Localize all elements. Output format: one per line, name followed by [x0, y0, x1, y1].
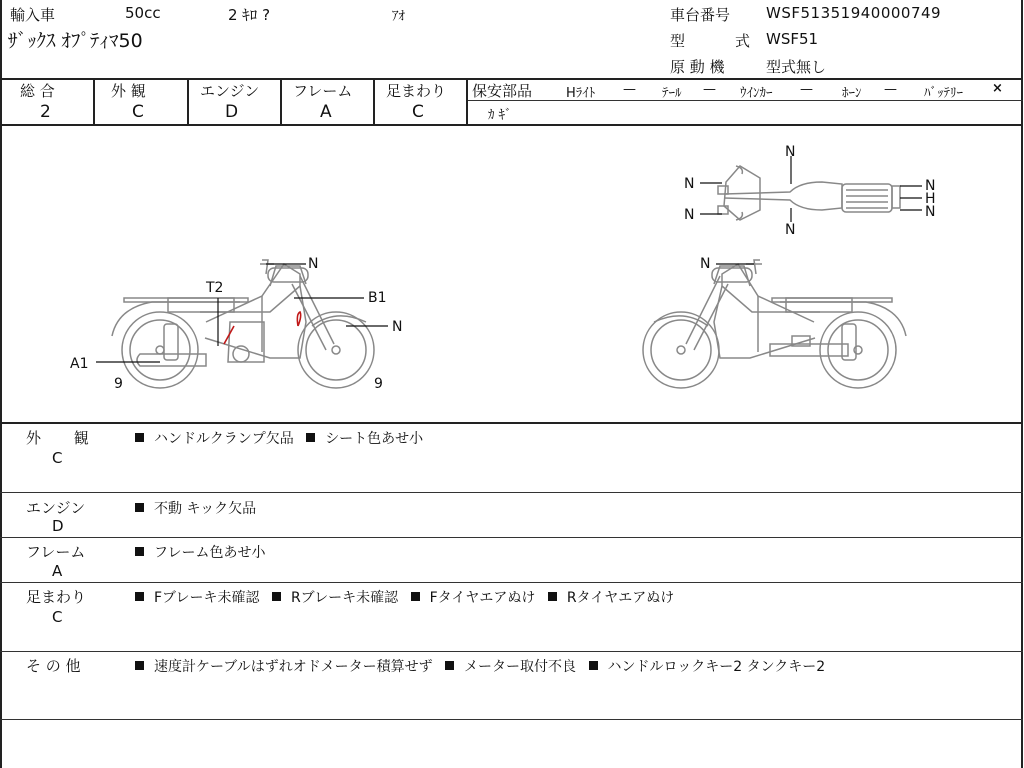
label-n-top-bottom: N [785, 222, 796, 238]
remark-item: Fタイヤエアぬけ [429, 590, 536, 606]
grade-engine-value: D [225, 102, 239, 122]
remark-item: ハンドルクランプ欠品 [154, 431, 294, 447]
remark-exterior-category: 外 観 [26, 429, 103, 447]
remark-exterior-grade: C [52, 449, 63, 467]
label-n-top-top: N [785, 144, 796, 160]
label-a1: A1 [70, 356, 89, 372]
bullet-icon [306, 433, 315, 442]
remark-frame-category: フレーム [26, 543, 86, 561]
safety-tail-label: ﾃｰﾙ [662, 86, 682, 101]
model-label-b: 式 [735, 32, 751, 50]
remark-suspension-items [135, 587, 682, 607]
grade-engine-label: エンジン [200, 82, 260, 100]
scooter-diagram [0, 126, 1022, 422]
model-label-a: 型 [670, 32, 686, 50]
grade-total-value: 2 [40, 102, 51, 122]
remark-item: Rブレーキ未確認 [290, 590, 399, 606]
label-n-top-left2: N [684, 207, 695, 223]
remarks-line-4 [0, 651, 1023, 652]
label-n-left-right: N [392, 319, 403, 335]
bullet-icon [135, 547, 144, 556]
remark-item: 速度計ケーブルはずれオドメーター積算せず [154, 659, 433, 675]
engine-label: 原 動 機 [670, 58, 725, 76]
label-n-top-r1: N [925, 178, 936, 194]
grade-total-label: 総 合 [20, 82, 55, 100]
remark-frame-grade: A [52, 562, 63, 580]
remark-item: Rタイヤエアぬけ [566, 590, 675, 606]
remark-other-category: そ の 他 [26, 657, 81, 675]
remark-item: 不動 キック欠品 [154, 501, 257, 517]
safety-winker-label: ｳｲﾝｶｰ [740, 86, 773, 101]
safety-battery-label: ﾊﾞｯﾃﾘｰ [924, 86, 963, 101]
label-b1: B1 [368, 290, 387, 306]
bullet-icon [272, 592, 281, 601]
remark-item: フレーム色あせ小 [154, 545, 266, 561]
safety-horn-value: — [884, 82, 897, 97]
bullet-icon [135, 661, 144, 670]
red-dent-mark [297, 312, 300, 326]
bullet-icon [135, 503, 144, 512]
bullet-icon [135, 592, 144, 601]
label-nine-left: 9 [114, 376, 123, 392]
remarks-line-3 [0, 582, 1023, 583]
frame-no-label: 車台番号 [670, 6, 731, 24]
remark-engine-category: エンジン [26, 499, 86, 517]
label-n-top-r2: N [925, 204, 936, 220]
grade-suspension-value: C [412, 102, 424, 122]
top-view [718, 166, 900, 220]
safety-key: ｶ ｷﾞ [488, 108, 512, 123]
remark-engine-items [135, 498, 264, 518]
grade-exterior-value: C [132, 102, 144, 122]
grade-suspension-label: 足まわり [386, 82, 447, 100]
grade-div-3 [280, 78, 282, 125]
remark-frame-items [135, 542, 273, 562]
label-t2: T2 [206, 280, 224, 296]
bullet-icon [589, 661, 598, 670]
frame-no: WSF51351940000749 [766, 4, 942, 22]
remark-suspension-grade: C [52, 608, 63, 626]
model-name: ｻﾞｯｸｽ ｵﾌﾟﾃｨﾏ50 [8, 30, 143, 52]
remark-item: シート色あせ小 [325, 431, 424, 447]
remark-item: メーター取付不良 [464, 659, 577, 675]
engine-value: 型式無し [766, 58, 827, 76]
grade-div-1 [93, 78, 95, 125]
remark-engine-grade: D [52, 517, 64, 535]
remark-item: ハンドルロックキー2 タンクキー2 [607, 659, 826, 675]
safety-headlight-value: — [623, 82, 636, 97]
grade-frame-label: フレーム [293, 82, 353, 100]
stroke: 2 ｷﾛ ? [228, 6, 271, 24]
grade-frame-value: A [320, 102, 332, 122]
left-side-view [112, 260, 374, 388]
label-nine-right: 9 [374, 376, 383, 392]
bullet-icon [548, 592, 557, 601]
safety-headlight-label: Hﾗｲﾄ [566, 86, 596, 101]
remarks-line-2 [0, 537, 1023, 538]
safety-title: 保安部品 [472, 82, 533, 100]
remarks-top-line [0, 422, 1023, 424]
bullet-icon [445, 661, 454, 670]
displacement: 50cc [125, 4, 161, 22]
right-side-view [643, 260, 906, 388]
label-n-right-top: N [700, 256, 711, 272]
grade-div-2 [187, 78, 189, 125]
color: ｱｵ [392, 9, 405, 24]
remarks-line-5 [0, 719, 1023, 720]
model-code: WSF51 [766, 30, 819, 48]
remark-exterior-items [135, 428, 431, 448]
grade-exterior-label: 外 観 [111, 82, 146, 100]
label-n-left-top: N [308, 256, 319, 272]
safety-horn-label: ﾎｰﾝ [842, 86, 862, 101]
remarks-line-1 [0, 492, 1023, 493]
safety-battery-value: × [992, 81, 1003, 96]
type-label: 輸入車 [10, 6, 56, 24]
label-h-top-r: H [925, 191, 936, 207]
remark-item: Fブレーキ未確認 [154, 590, 260, 606]
bullet-icon [135, 433, 144, 442]
remark-other-items [135, 656, 833, 676]
grade-div-5 [466, 78, 468, 125]
label-n-top-left1: N [684, 176, 695, 192]
bullet-icon [411, 592, 420, 601]
remark-suspension-category: 足まわり [26, 588, 87, 606]
safety-tail-value: — [703, 82, 716, 97]
safety-winker-value: — [800, 82, 813, 97]
grade-div-4 [373, 78, 375, 125]
